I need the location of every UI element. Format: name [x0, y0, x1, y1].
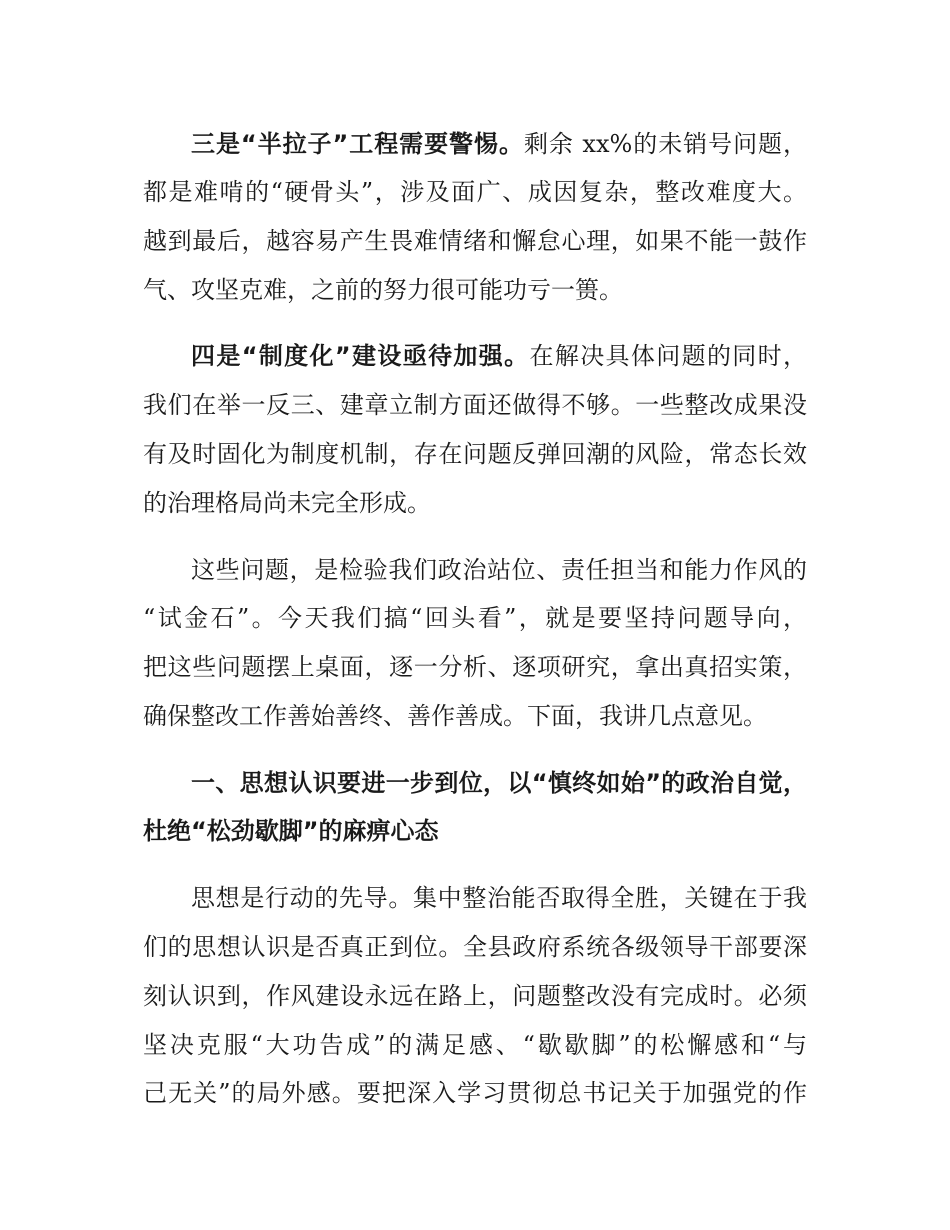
paragraph-5-line-4: 确保整改工作善始善终、善作善成。下面，我讲几点意见。: [143, 702, 767, 730]
paragraph-3-line-4: 气、攻坚克难，之前的努力很可能功亏一篑。: [143, 276, 623, 304]
paragraph-4-line-4: 的治理格局尚未完全形成。: [143, 489, 431, 517]
section-heading-line-1: 一、思想认识要进一步到位，以“慎终如始”的政治自觉，: [191, 769, 807, 797]
paragraph-6-line-2: 们的思想认识是否真正到位。全县政府系统各级领导干部要深: [143, 933, 807, 961]
paragraph-4-text: 在解决具体问题的同时，: [529, 342, 807, 370]
paragraph-3-text: 剩余 xx%的未销号问题，: [523, 130, 807, 158]
paragraph-3-line-2: 都是难啃的“硬骨头”，涉及面广、成因复杂，整改难度大。: [143, 178, 807, 206]
paragraph-6-line-3: 刻认识到，作风建设永远在路上，问题整改没有完成时。必须: [143, 982, 807, 1010]
paragraph-4-line-3: 有及时固化为制度机制，存在问题反弹回潮的风险，常态长效: [143, 440, 807, 468]
paragraph-3-lead: 三是“半拉子”工程需要警惕。: [191, 130, 524, 158]
paragraph-5-line-1: 这些问题，是检验我们政治站位、责任担当和能力作风的: [191, 556, 807, 584]
paragraph-6-line-5: 己无关”的局外感。要把深入学习贯彻总书记关于加强党的作: [143, 1079, 807, 1107]
paragraph-6-line-4: 坚决克服“大功告成”的满足感、“歇歇脚”的松懈感和“与: [143, 1031, 807, 1059]
section-heading-line-2: 杜绝“松劲歇脚”的麻痹心态: [143, 817, 439, 845]
paragraph-5-line-2: “试金石”。今天我们搞“回头看”，就是要坚持问题导向，: [143, 604, 807, 632]
paragraph-3-line-3: 越到最后，越容易产生畏难情绪和懈怠心理，如果不能一鼓作: [143, 227, 807, 255]
paragraph-4-lead: 四是“制度化”建设亟待加强。: [191, 342, 530, 370]
paragraph-3-line-1: [191, 129, 807, 159]
paragraph-6-line-1: 思想是行动的先导。集中整治能否取得全胜，关键在于我: [191, 884, 807, 912]
paragraph-4-line-1: [191, 341, 807, 371]
paragraph-5-line-3: 把这些问题摆上桌面，逐一分析、逐项研究，拿出真招实策，: [143, 653, 807, 681]
paragraph-4-line-2: 我们在举一反三、建章立制方面还做得不够。一些整改成果没: [143, 391, 807, 419]
